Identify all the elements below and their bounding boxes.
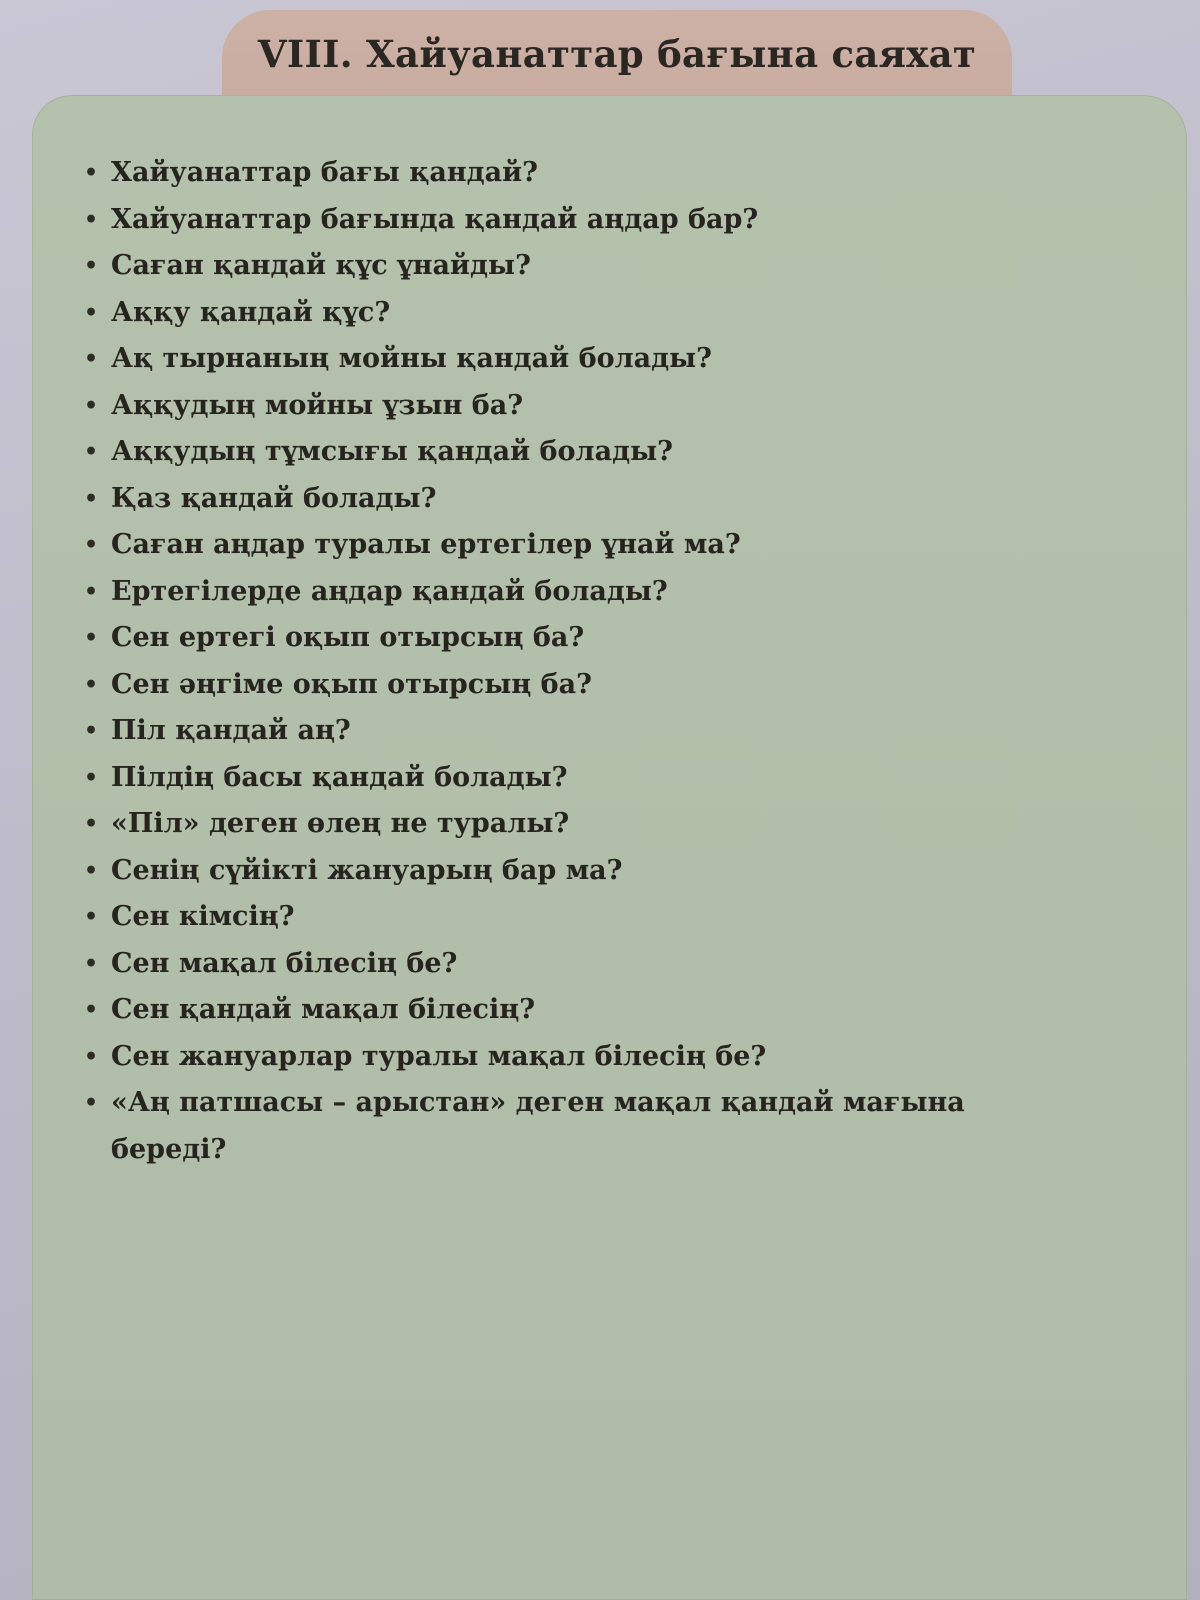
list-item: [78, 150, 1098, 197]
question-text: Піл қандай аң?: [111, 715, 351, 746]
list-item: [78, 848, 1098, 895]
list-item: [78, 941, 1098, 988]
question-text: Сен жануарлар туралы мақал білесің бе?: [111, 1040, 767, 1072]
bullet-icon: •: [84, 1090, 99, 1116]
question-text: Сенің сүйікті жануарың бар ма?: [111, 854, 623, 886]
question-text: Сен әңгіме оқып отырсың ба?: [111, 668, 592, 700]
bullet-icon: •: [84, 578, 99, 605]
list-item: [78, 894, 1098, 941]
bullet-icon: •: [84, 950, 99, 977]
bullet-icon: •: [84, 392, 99, 419]
bullet-icon: •: [84, 904, 99, 930]
list-item: [78, 801, 1098, 848]
bullet-icon: •: [84, 1043, 99, 1070]
question-text: «Піл» деген өлең не туралы?: [111, 808, 570, 839]
bullet-icon: •: [84, 346, 99, 372]
list-item: [78, 476, 1098, 523]
bullet-icon: •: [84, 206, 99, 233]
question-text: Аққу қандай құс?: [111, 296, 391, 328]
list-item: [78, 987, 1098, 1034]
question-text: Аққудың мойны ұзын ба?: [111, 389, 524, 421]
question-text: Сен кімсің?: [111, 901, 295, 932]
question-text: Аққудың тұмсығы қандай болады?: [111, 436, 673, 467]
list-item: [78, 197, 1098, 244]
question-text: Хайуанаттар бағы қандай?: [111, 157, 538, 188]
question-text: Сен қандай мақал білесің?: [111, 994, 536, 1025]
list-item: [78, 1080, 1071, 1173]
question-list: [78, 150, 1098, 1173]
bullet-icon: •: [84, 997, 99, 1023]
question-text: «Аң патшасы – арыстан» деген мақал қандай мағына береді?: [111, 1087, 965, 1165]
bullet-icon: •: [84, 299, 99, 326]
list-item: [78, 522, 1098, 569]
question-text: Ертегілерде аңдар қандай болады?: [111, 575, 668, 607]
question-text: Саған аңдар туралы ертегілер ұнай ма?: [111, 529, 741, 560]
list-item: [78, 336, 1098, 383]
list-item: [78, 708, 1098, 755]
bullet-icon: •: [84, 857, 99, 884]
bullet-icon: •: [84, 764, 99, 791]
bullet-icon: •: [84, 439, 99, 465]
question-text: Ақ тырнаның мойны қандай болады?: [111, 343, 713, 374]
chapter-title: VIII. Хайуанаттар бағына саяхат: [257, 32, 977, 76]
question-text: Сен ертегі оқып отырсың ба?: [111, 622, 585, 653]
bullet-icon: •: [84, 160, 99, 186]
question-text: Қаз қандай болады?: [111, 482, 437, 514]
bullet-icon: •: [84, 485, 99, 512]
bullet-icon: •: [84, 253, 99, 279]
bullet-icon: •: [84, 671, 99, 698]
bullet-icon: •: [84, 718, 99, 744]
list-item: [78, 243, 1098, 290]
question-text: Сен мақал білесің бе?: [111, 947, 458, 979]
bullet-icon: •: [84, 532, 99, 558]
question-text: Саған қандай құс ұнайды?: [111, 250, 531, 281]
list-item: [78, 290, 1098, 337]
list-item: [78, 429, 1098, 476]
list-item: [78, 755, 1098, 802]
bullet-icon: •: [84, 625, 99, 651]
list-item: [78, 1034, 1098, 1081]
list-item: [78, 569, 1098, 616]
list-item: [78, 662, 1098, 709]
list-item: [78, 615, 1098, 662]
list-item: [78, 383, 1098, 430]
bullet-icon: •: [84, 811, 99, 837]
question-text: Хайуанаттар бағында қандай аңдар бар?: [111, 203, 759, 235]
question-text: Пілдің басы қандай болады?: [111, 761, 568, 793]
